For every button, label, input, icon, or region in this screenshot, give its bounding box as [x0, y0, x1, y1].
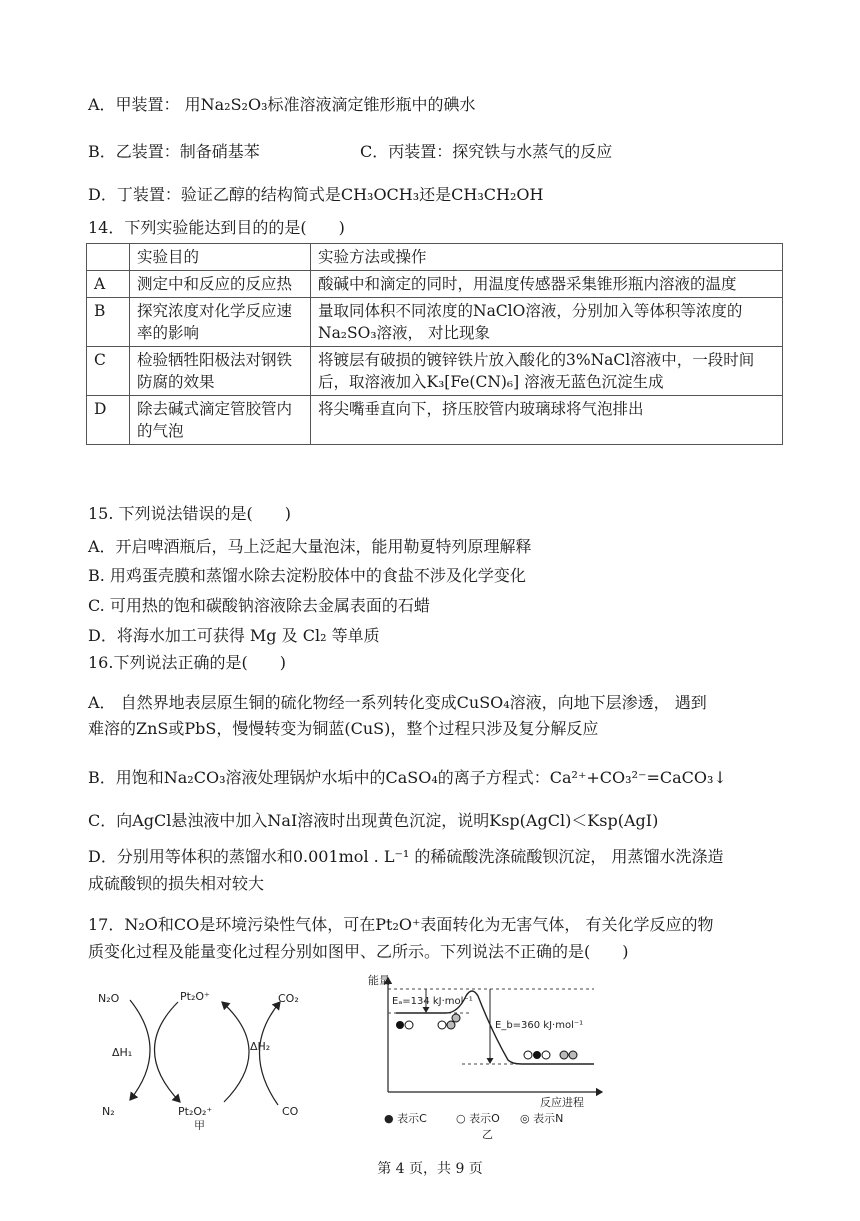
molecule-o-icon	[405, 1021, 413, 1029]
molecule-n-icon	[447, 1021, 455, 1029]
table-header-cell	[87, 244, 130, 271]
q13-option-d: D．丁装置：验证乙醇的结构简式是CH₃OCH₃还是CH₃CH₂OH	[88, 185, 544, 204]
row-label: A	[87, 271, 130, 298]
q16-option-d-line2: 成硫酸钡的损失相对较大	[88, 874, 265, 893]
legend-o: ○ 表示O	[456, 1112, 500, 1125]
figure-yi	[362, 972, 614, 1140]
arrow-n2o-to-n2	[130, 1000, 150, 1100]
q13-option-c: C．丙装置：探究铁与水蒸气的反应	[360, 142, 613, 161]
table-header-cell: 实验方法或操作	[311, 244, 783, 271]
caption-yi: 乙	[482, 1128, 493, 1140]
q17-stem-line1: 17．N₂O和CO是环境污染性气体，可在Pt₂O⁺表面转化为无害气体， 有关化学反应的物	[88, 915, 714, 934]
q15-stem: 15. 下列说法错误的是( )	[88, 504, 292, 523]
molecule-c-icon	[396, 1021, 404, 1029]
row-label: B	[87, 298, 130, 347]
row-purpose: 检验牺牲阳极法对钢铁防腐的效果	[130, 347, 311, 396]
q16-stem: 16.下列说法正确的是( )	[88, 653, 286, 672]
row-method: 酸碱中和滴定的同时，用温度传感器采集锥形瓶内溶液的温度	[311, 271, 783, 298]
label-dh1: ΔH₁	[112, 1046, 133, 1059]
table-row	[87, 271, 783, 298]
row-label: C	[87, 347, 130, 396]
molecule-c-icon	[533, 1051, 541, 1059]
molecule-o-icon	[542, 1051, 550, 1059]
arrow-co-to-co2	[259, 1002, 280, 1105]
q13-option-b: B．乙装置：制备硝基苯	[88, 142, 260, 161]
q15-option-a: A．开启啤酒瓶后，马上泛起大量泡沫，能用勒夏特列原理解释	[88, 537, 532, 556]
label-eb: E_b=360 kJ·mol⁻¹	[495, 1020, 584, 1031]
molecule-n-icon	[452, 1014, 460, 1022]
table-row	[87, 396, 783, 445]
table-header-row	[87, 244, 783, 271]
q16-option-d-line1: D．分别用等体积的蒸馏水和0.001mol . L⁻¹ 的稀硫酸洗涤硫酸钡沉淀， 用蒸馏水洗涤造	[88, 847, 724, 866]
page-footer: 第 4 页，共 9 页	[377, 1161, 483, 1177]
row-purpose: 除去碱式滴定管胶管内的气泡	[130, 396, 311, 445]
q15-option-d: D．将海水加工可获得 Mg 及 Cl₂ 等单质	[88, 626, 380, 645]
q13-option-a: A．甲装置： 用Na₂S₂O₃标准溶液滴定锥形瓶中的碘水	[88, 95, 476, 114]
label-co2: CO₂	[278, 992, 299, 1005]
arrow-pt2o-to-pt2o2	[154, 1002, 180, 1102]
q14-stem: 14．下列实验能达到目的的是( )	[88, 218, 345, 237]
ylabel-energy: 能量	[368, 974, 390, 987]
caption-jia: 甲	[194, 1119, 205, 1130]
q14-table	[86, 243, 783, 445]
molecule-n-icon	[560, 1051, 568, 1059]
label-n2: N₂	[102, 1105, 115, 1118]
label-dh2: ΔH₂	[250, 1040, 271, 1053]
label-co: CO	[282, 1105, 299, 1118]
row-purpose: 测定中和反应的反应热	[130, 271, 311, 298]
molecule-o-icon	[438, 1021, 446, 1029]
row-method: 量取同体积不同浓度的NaClO溶液，分别加入等体积等浓度的Na₂SO₃溶液， 对比现象	[311, 298, 783, 347]
q15-option-b: B. 用鸡蛋壳膜和蒸馏水除去淀粉胶体中的食盐不涉及化学变化	[88, 566, 526, 585]
table-row	[87, 347, 783, 396]
q15-option-c: C. 可用热的饱和碳酸钠溶液除去金属表面的石蜡	[88, 596, 430, 615]
row-purpose: 探究浓度对化学反应速率的影响	[130, 298, 311, 347]
label-n2o: N₂O	[98, 992, 120, 1005]
row-method: 将尖嘴垂直向下，挤压胶管内玻璃球将气泡排出	[311, 396, 783, 445]
molecule-o-icon	[524, 1051, 532, 1059]
q16-option-a-line2: 难溶的ZnS或PbS，慢慢转变为铜蓝(CuS)，整个过程只涉及复分解反应	[88, 719, 599, 738]
q16-option-a-line1: A． 自然界地表层原生铜的硫化物经一系列转化变成CuSO₄溶液，向地下层渗透， 遇到	[88, 693, 707, 712]
legend-c: ● 表示C	[384, 1112, 427, 1125]
row-method: 将镀层有破损的镀锌铁片放入酸化的3%NaCl溶液中，一段时间后，取溶液加入K₃[Fe(CN)₆] 溶液无蓝色沉淀生成	[311, 347, 783, 396]
q16-option-c: C．向AgCl悬浊液中加入NaI溶液时出现黄色沉淀，说明Ksp(AgCl)＜Ksp(AgI)	[88, 811, 659, 830]
label-pt2o: Pt₂O⁺	[180, 990, 210, 1003]
q17-stem-line2: 质变化过程及能量变化过程分别如图甲、乙所示。下列说法不正确的是( )	[88, 942, 629, 961]
row-label: D	[87, 396, 130, 445]
molecule-n-icon	[569, 1051, 577, 1059]
label-pt2o2: Pt₂O₂⁺	[178, 1105, 213, 1118]
arrow-pt2o2-to-pt2o	[222, 1002, 249, 1102]
table-row	[87, 298, 783, 347]
q16-option-b: B．用饱和Na₂CO₃溶液处理锅炉水垢中的CaSO₄的离子方程式：Ca²⁺+CO₃²⁻=CaCO₃↓	[88, 768, 727, 787]
xlabel-progress: 反应进程	[540, 1096, 584, 1109]
legend-n: ◎ 表示N	[520, 1112, 564, 1125]
figure-jia	[90, 980, 330, 1130]
label-ea: Eₐ=134 kJ·mol⁻¹	[392, 996, 473, 1007]
table-header-cell: 实验目的	[130, 244, 311, 271]
